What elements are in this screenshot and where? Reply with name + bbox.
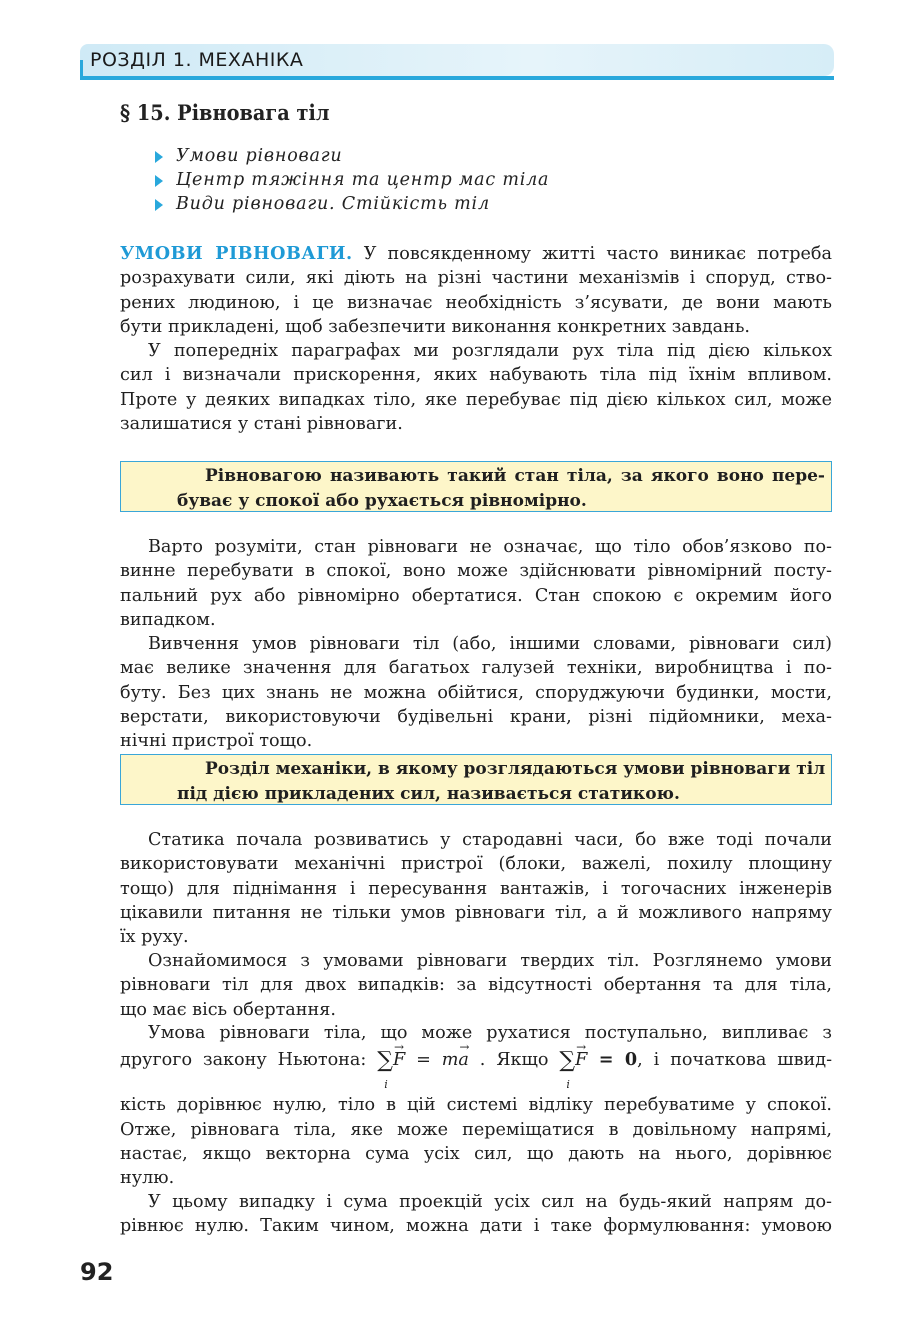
formula-zero-net-force: ∑ i → F = 0 — [559, 1050, 637, 1070]
lead-heading: УМОВИ РІВНОВАГИ. — [120, 243, 353, 264]
paragraph-statics-history: Статика почала розвиватись у стародавні часи, бо вже тоді почали використовувати механічні пристрої (блоки, важелі, похилу площину тощо) для піднімання і пересування вантажів, і тогочасних інженерів цікавили питання не тільки умов рівноваги тіл, а й можливого напряму їх руху. — [120, 830, 832, 948]
definition-box-equilibrium: Рівновагою називають такий стан тіла, за якого воно пере- буває у спокої або рухається рівномірно. — [120, 461, 832, 512]
topic-item: Умови рівноваги — [155, 146, 549, 170]
paragraph-state-of-equilibrium: Варто розуміти, стан рівноваги не означає, що тіло обов’язково по- винне перебувати в спокої, воно може здійснювати рівномірний посту- пальний рух або рівномірно обертатися. Стан спокою є окремим його випадком. — [120, 537, 832, 630]
paragraph-equilibrium-intro: УМОВИ РІВНОВАГИ. У повсякденному житті часто виникає потреба розрахувати сили, які діють на різні частини механізмів і споруд, ство- рених людиною, і це визначає необхідність з’ясувати, де вони мають бути прикладені, щоб забезпечити виконання конкретних завдань. — [120, 243, 832, 337]
header-underline — [80, 76, 834, 80]
page-number: 92 — [80, 1258, 114, 1286]
section-topics-list — [155, 146, 549, 218]
paragraph-projections: У цьому випадку і сума проекцій усіх сил на будь-який напрям до- рівнює нулю. Таким чином, можна дати і таке формулювання: умовою — [120, 1192, 832, 1237]
chapter-header — [80, 44, 834, 76]
paragraph-importance: Вивчення умов рівноваги тіл (або, іншими словами, рівноваги сил) має велике значення для багатьох галузей техніки, виробництва і по- буту. Без цих знань не можна обійтися, споруджуючи будинки, мости, верстати, використовуючи будівельні крани, різні підйомники, меха- нічні пристрої тощо. — [120, 634, 832, 752]
topic-item: Центр тяжіння та центр мас тіла — [155, 170, 549, 194]
formula-newton-second-law: ∑ i → F = m→ a . — [377, 1050, 485, 1070]
section-title: § 15. Рівновага тіл — [120, 100, 330, 125]
arrow-bullet-icon — [155, 151, 163, 163]
arrow-bullet-icon — [155, 199, 163, 211]
definition-box-statics: Розділ механіки, в якому розглядаються умови рівноваги тіл під дією прикладених сил, називається статикою. — [120, 754, 832, 805]
paragraph-previous-sections: У попередніх параграфах ми розглядали рух тіла під дією кількох сил і визначали прискорення, яких набувають тіла під їхнім впливом. Проте у деяких випадках тіло, яке перебуває під дією кількох сил, може залишатися у стані рівноваги. — [120, 341, 832, 434]
topic-item: Види рівноваги. Стійкість тіл — [155, 194, 549, 218]
paragraph-rigid-bodies: Ознайомимося з умовами рівноваги твердих тіл. Розглянемо умови рівноваги тіл для двох випадків: за відсутності обертання та для тіла, що має вісь обертання. — [120, 951, 832, 1020]
arrow-bullet-icon — [155, 175, 163, 187]
chapter-title: РОЗДІЛ 1. МЕХАНІКА — [90, 49, 304, 71]
paragraph-newton-condition: Умова рівноваги тіла, що може рухатися поступально, випливає з другого закону Ньютона: ∑ i → F = m→ a . Якщо ∑ i → F = 0, і початкова швид- кість дорівнює нулю, тіло в цій системі відліку перебуватиме у спокої. Отже, рівновага тіла, яке може переміщатися в довільному напрямі, настає, якщо векторна сума усіх сил, що дають на нього, дорівнює нулю. — [120, 1021, 832, 1190]
formula-line: другого закону Ньютона: ∑ i → F = m→ a . Якщо ∑ i → F = 0, і початкова швид- — [120, 1045, 832, 1095]
header-left-rule — [80, 60, 83, 80]
